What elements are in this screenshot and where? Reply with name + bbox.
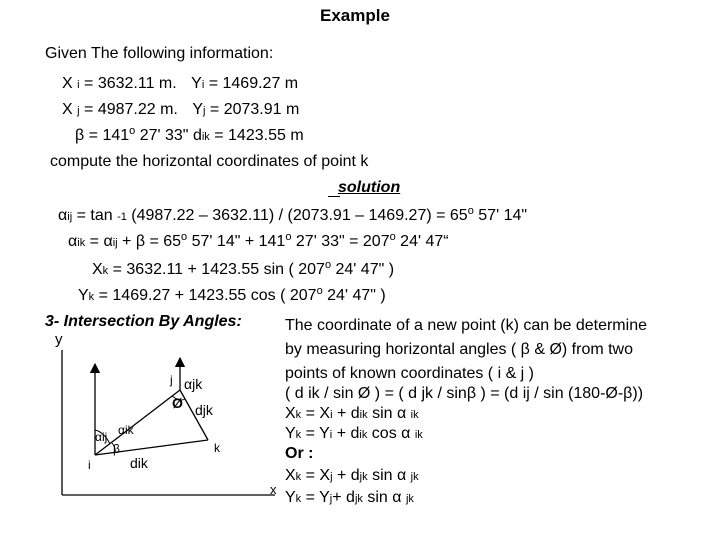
xk-symbol: X [92,261,103,278]
alpha-ij-symbol: α [58,207,68,224]
or-label: Or : [285,445,314,462]
d-ik-label: dik [130,455,148,471]
compute-statement: compute the horizontal coordinates of point k [50,153,369,170]
page-title: Example [320,6,390,25]
xi-value: = 3632.11 m. [84,75,177,92]
xi-symbol: X [62,75,73,92]
beta-value: β = 141 [75,127,130,144]
f2-mid3: cos α [367,425,415,442]
f2-sub4: ik [414,429,423,441]
solution-heading: solution [338,179,401,196]
x-axis-label: x [270,482,277,497]
f1-mid3: sin α [367,405,411,422]
degree-mark: o [467,205,474,217]
alpha-ik-eq: = α [85,233,113,250]
f1-sub2: i [330,409,333,421]
alpha-ik-expr-4: 24' 47“ [395,233,449,250]
degree-mark: o [316,285,323,297]
sine-rule-formula: ( d ik / sin Ø ) = ( d jk / sinβ ) = (d ij / sin (180-Ø-β)) [285,385,644,402]
f3-mid3: sin α [367,467,411,484]
f2-sub2: i [329,429,333,441]
alpha-ij-expression: (4987.22 – 3632.11) / (2073.91 – 1469.27) = 65 [126,207,468,224]
alpha-ik-expr-3: 27' 33" = 207 [291,233,390,250]
yj-symbol: Y [192,101,203,118]
xk-expression-rest: 24' 47" ) [331,261,395,278]
alpha-ik-expr-1: + β = 65 [117,233,182,250]
degree-mark: o [389,231,396,243]
beta-minutes-seconds: 27' 33" [135,127,193,144]
f4-mid3: sin α [362,489,406,506]
xj-value: = 4987.22 m. [84,101,178,118]
f1-mid2: + d [332,405,360,422]
point-k-label: k [214,441,220,455]
f3-sub2: j [330,471,333,483]
alpha-ij-subscript: ij [67,211,73,223]
f2-y: Y [285,425,296,442]
f1-x: X [285,405,296,422]
yi-symbol: Y [191,75,202,92]
degree-mark: o [181,231,188,243]
yj-value: = 2073.91 m [209,101,300,118]
xj-subscript: j [77,105,80,117]
f3-sub4: jk [410,471,419,483]
d-value: = 1423.55 m [209,127,304,144]
f3-mid2: + d [332,467,360,484]
alpha-ij-label: αij [95,430,108,444]
f3-mid: = X [301,467,331,484]
alpha-ij-subscript: ij [112,237,118,249]
xi-subscript: i [77,79,80,91]
degree-mark: o [324,259,332,271]
xk-expression: = 3632.11 + 1423.55 sin ( 207 [108,261,325,278]
yi-value: = 1469.27 m [208,75,299,92]
d-jk-label: djk [195,402,213,418]
alpha-ik-subscript: ik [77,237,86,249]
f1-sub3: ik [359,409,368,421]
inverse-superscript: -1 [117,211,127,223]
f3-x: X [285,467,296,484]
alpha-ik-label: αik [118,423,134,437]
degree-mark: o [285,231,292,243]
f1-sub4: ik [410,409,419,421]
yi-subscript: i [201,79,205,91]
f3-sub3: jk [359,471,368,483]
section-desc-3: points of known coordinates ( i & j ) [285,365,535,382]
section-heading: 3- Intersection By Angles: [45,313,242,330]
yk-expression: = 1469.27 + 1423.55 cos ( 207 [94,287,317,304]
beta-label: β [113,442,120,456]
f4-mid: = Y [301,489,330,506]
f4-sub: k [295,493,302,505]
f3-sub: k [295,471,302,483]
section-desc-2: by measuring horizontal angles ( β & Ø) from two [285,341,634,358]
yj-subscript: j [203,105,206,117]
yk-symbol: Y [78,287,89,304]
point-j-label: j [170,373,173,387]
f1-sub: k [295,409,302,421]
f4-sub2: j [329,493,333,505]
f4-mid2: + d [332,489,355,506]
f2-mid2: + d [332,425,360,442]
alpha-jk-label: αjk [184,376,203,392]
section-desc-1: The coordinate of a new point (k) can be determine [285,317,647,334]
phi-label: Ø [172,395,183,411]
point-i-label: i [88,458,91,472]
xj-symbol: X [62,101,73,118]
yk-expression-rest: 24' 47" ) [322,287,386,304]
f4-sub4: jk [405,493,414,505]
f2-mid: = Y [301,425,330,442]
given-intro: Given The following information: [45,45,274,62]
yk-subscript: k [88,291,95,303]
f1-mid: = X [301,405,331,422]
alpha-ij-result-rest: 57' 14" [473,207,528,224]
f4-y: Y [285,489,296,506]
y-axis-label: y [55,331,63,348]
d-subscript: ik [201,131,210,143]
tan-text: = tan [72,207,118,224]
f2-sub: k [295,429,302,441]
f2-sub3: ik [359,429,368,441]
degree-mark: o [129,125,136,137]
d-symbol: d [192,127,202,144]
f4-sub3: jk [354,493,363,505]
alpha-ik-symbol: α [68,233,78,250]
alpha-ik-expr-2: 57' 14" + 141 [187,233,286,250]
xk-subscript: k [102,265,109,277]
